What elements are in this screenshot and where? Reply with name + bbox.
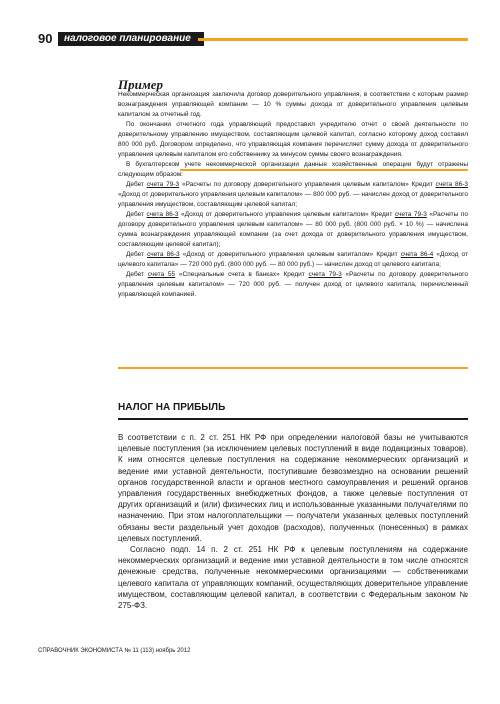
example-paragraph: Некоммерческая организация заключила договор доверительного управления, в соответствии с которым размер вознаграждения управляющей компании — 10 % суммы дохода от доверительного управления целевым капиталом за отчетный год. bbox=[118, 91, 468, 118]
body-paragraph: Согласно подп. 14 п. 2 ст. 251 НК РФ к целевым поступлениям на содержание некоммерческих организаций и ведение ими уставной деятельности в том числе относятся денежные средства, полученные некоммерческими организациями — собственниками целевого капитала от управляющих компаний, осуществляющих доверительное управление имуществом, составляющим целевой капитал, в соответствии с Федеральным законом № 275-ФЗ. bbox=[118, 545, 468, 611]
account-link[interactable]: счета 86-3 bbox=[435, 181, 468, 188]
header-rule bbox=[198, 38, 468, 41]
example-paragraph: В бухгалтерском учете некоммерческой организации данные хозяйственные операции будут отражены следующим образом: bbox=[118, 161, 468, 178]
body-text bbox=[118, 432, 468, 611]
account-link[interactable]: счета 86-3 bbox=[147, 251, 180, 258]
example-bottom-rule bbox=[118, 367, 468, 369]
account-link[interactable]: счета 86-4 bbox=[400, 251, 434, 258]
example-box bbox=[118, 77, 468, 300]
account-link[interactable]: счета 79-3 bbox=[394, 211, 427, 218]
accounting-entry: Дебет счета 86-3 «Доход от доверительного управления целевым капиталом» Кредит счета 86-4 «Доход от целевого капитала» — 720 000 руб. (800 000 руб. — 80 000 руб.) — начислен доход от целевого капитала; bbox=[118, 251, 468, 268]
account-link[interactable]: счета 55 bbox=[147, 271, 176, 278]
account-link[interactable]: счета 86-3 bbox=[146, 211, 179, 218]
example-title: Пример bbox=[118, 77, 164, 92]
account-link[interactable]: счета 79-3 bbox=[308, 271, 342, 278]
section-rule bbox=[118, 418, 468, 420]
account-link[interactable]: счета 79-3 bbox=[146, 181, 180, 188]
section-title: НАЛОГ НА ПРИБЫЛЬ bbox=[118, 402, 226, 413]
accounting-entry: Дебет счета 79-3 «Расчеты по договору доверительного управления целевым капиталом» Кредит счета 86-3 «Доход от доверительного управления целевым капиталом» — 800 000 руб. — начислен доход от доверительного управления имуществом, составляющим целевой капитал; bbox=[118, 181, 468, 208]
accounting-entry: Дебет счета 86-3 «Доход от доверительного управления целевым капиталом» Кредит счета 79-3 «Расчеты по договору доверительного управления целевым капиталом» — 80 000 руб. (800 000 руб. × 10 %) — начислена сумма вознаграждения управляющей компании (за счет дохода от доверительного управления имуществом, составляющим целевой капитал); bbox=[118, 211, 468, 248]
example-paragraph: По окончании отчетного года управляющий предоставил учредителю отчет о своей деятельности по доверительному управлению имуществом, составляющим целевой капитал, согласно которому доход составил 800 000 руб. Договором определено, что управляющая компания перечисляет сумму дохода от доверительного управления целевым капиталом его собственнику за минусом суммы своего вознаграждения. bbox=[118, 121, 468, 158]
section-header: налоговое планирование bbox=[58, 32, 204, 46]
footer: СПРАВОЧНИК ЭКОНОМИСТА № 11 (113) ноябрь 2012 bbox=[38, 648, 191, 654]
body-paragraph: В соответствии с п. 2 ст. 251 НК РФ при определении налоговой базы не учитываются целевые поступления (за исключением целевых поступлений в виде подакцизных товаров). К ним относятся целевые поступления на содержание некоммерческих организаций и ведение ими уставной деятельности, поступившие безвозмездно на основании решений органов государственной власти и органов местного самоуправления и решений органов управления государственных внебюджетных фондов, а также целевые поступления от других организаций и (или) физических лиц и использованные указанными получателями по назначению. При этом налогоплательщики — получатели указанных целевых поступлений обязаны вести раздельный учет доходов (расходов), полученных (понесенных) в рамках целевых поступлений. bbox=[118, 433, 468, 543]
accounting-entry: Дебет счета 55 «Специальные счета в банках» Кредит счета 79-3 «Расчеты по договору доверительного управления целевым капиталом» — 720 000 руб. — получен доход от целевого капитала, перечисленный управляющей компанией. bbox=[118, 271, 468, 298]
example-title-rule bbox=[180, 169, 468, 171]
page-number: 90 bbox=[38, 31, 53, 46]
